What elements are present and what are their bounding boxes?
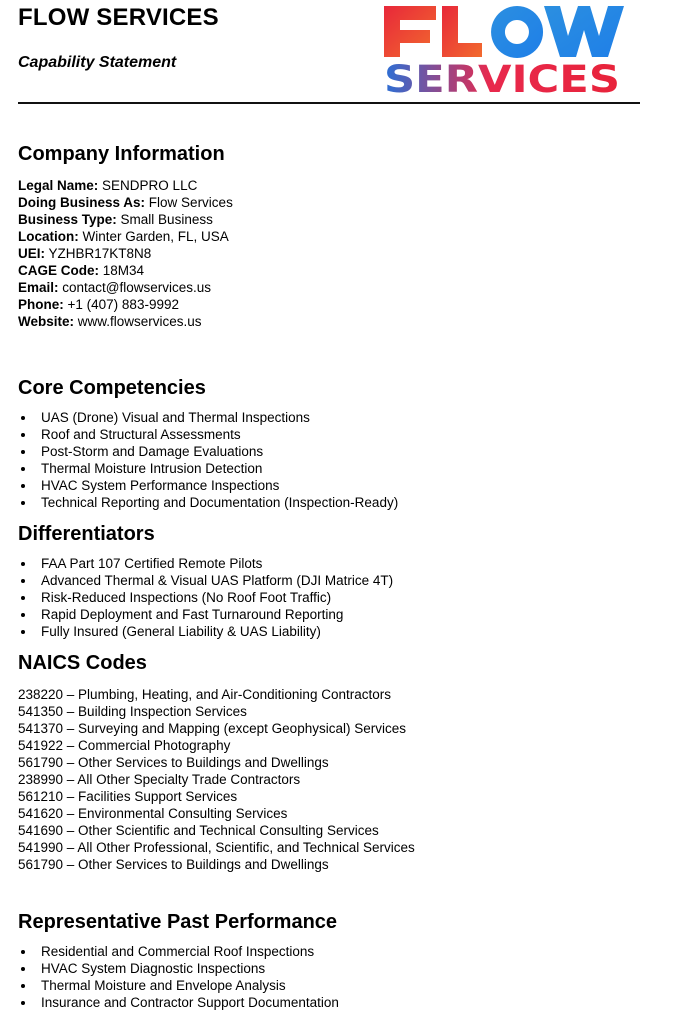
company-info-label: Business Type: xyxy=(18,212,117,227)
past-performance-item: HVAC System Diagnostic Inspections xyxy=(18,960,658,977)
naics-list xyxy=(18,686,658,873)
company-info-label: Website: xyxy=(18,314,75,329)
company-info-value: contact@flowservices.us xyxy=(62,280,212,295)
differentiators-list xyxy=(18,555,658,640)
differentiator-item: FAA Part 107 Certified Remote Pilots xyxy=(18,555,658,572)
naics-code-item: 238990 – All Other Specialty Trade Contractors xyxy=(18,772,301,787)
company-info-value: +1 (407) 883-9992 xyxy=(67,297,179,312)
company-info-label: Doing Business As: xyxy=(18,195,146,210)
company-info-row xyxy=(18,211,658,228)
competency-item: UAS (Drone) Visual and Thermal Inspections xyxy=(18,409,658,426)
differentiator-item: Risk-Reduced Inspections (No Roof Foot Traffic) xyxy=(18,589,658,606)
company-info-label: Legal Name: xyxy=(18,178,99,193)
core-competencies-heading: Core Competencies xyxy=(18,377,206,399)
company-info-row xyxy=(18,194,658,211)
past-performance-item: Thermal Moisture and Envelope Analysis xyxy=(18,977,658,994)
company-info-label: Location: xyxy=(18,229,79,244)
company-info-label: CAGE Code: xyxy=(18,263,99,278)
naics-code-item: 238220 – Plumbing, Heating, and Air-Conditioning Contractors xyxy=(18,687,391,702)
company-info-value: SENDPRO LLC xyxy=(102,178,198,193)
naics-code-item: 541620 – Environmental Consulting Services xyxy=(18,806,288,821)
naics-code-item: 541690 – Other Scientific and Technical Consulting Services xyxy=(18,823,379,838)
company-info-value: Flow Services xyxy=(148,195,233,210)
company-info-value: YZHBR17KT8N8 xyxy=(48,246,152,261)
logo-letter-w xyxy=(544,6,624,57)
naics-code-item: 561790 – Other Services to Buildings and Dwellings xyxy=(18,857,329,872)
naics-code-item: 561790 – Other Services to Buildings and Dwellings xyxy=(18,755,329,770)
company-info-value: 18M34 xyxy=(102,263,145,278)
differentiators-heading: Differentiators xyxy=(18,523,155,545)
past-performance-item: Residential and Commercial Roof Inspections xyxy=(18,943,658,960)
company-info-list xyxy=(18,177,658,330)
past-performance-list xyxy=(18,943,658,1011)
differentiator-item: Rapid Deployment and Fast Turnaround Reporting xyxy=(18,606,658,623)
naics-code-item: 541350 – Building Inspection Services xyxy=(18,704,247,719)
company-info-row xyxy=(18,296,658,313)
logo-services-text: SERVICES xyxy=(384,58,620,96)
naics-section xyxy=(18,650,658,873)
naics-code-item: 541990 – All Other Professional, Scientific, and Technical Services xyxy=(18,840,415,855)
document-header xyxy=(0,0,673,104)
differentiator-item: Fully Insured (General Liability & UAS Liability) xyxy=(18,623,658,640)
naics-code-item: 541922 – Commercial Photography xyxy=(18,738,231,753)
company-info-value: www.flowservices.us xyxy=(77,314,202,329)
company-info-row xyxy=(18,262,658,279)
company-info-row xyxy=(18,177,658,194)
company-info-row xyxy=(18,279,658,296)
flow-services-logo xyxy=(378,0,628,96)
differentiator-item: Advanced Thermal & Visual UAS Platform (DJI Matrice 4T) xyxy=(18,572,658,589)
company-info-label: Phone: xyxy=(18,297,64,312)
naics-heading: NAICS Codes xyxy=(18,652,147,674)
company-info-label: UEI: xyxy=(18,246,45,261)
company-information-heading: Company Information xyxy=(18,143,225,165)
competency-item: Technical Reporting and Documentation (Inspection-Ready) xyxy=(18,494,658,511)
competency-item: HVAC System Performance Inspections xyxy=(18,477,658,494)
document-body xyxy=(18,141,658,1011)
logo-letter-l xyxy=(442,6,482,57)
past-performance-item: Insurance and Contractor Support Documentation xyxy=(18,994,658,1011)
company-info-label: Email: xyxy=(18,280,59,295)
header-divider xyxy=(18,102,640,104)
logo-letter-f xyxy=(384,6,436,57)
company-info-row xyxy=(18,228,658,245)
logo-letter-o xyxy=(491,6,543,58)
company-information-section xyxy=(18,141,658,330)
company-info-row xyxy=(18,313,658,330)
past-performance-heading: Representative Past Performance xyxy=(18,911,338,933)
competency-item: Post-Storm and Damage Evaluations xyxy=(18,443,658,460)
past-performance-section xyxy=(18,909,658,1011)
naics-code-item: 561210 – Facilities Support Services xyxy=(18,789,238,804)
naics-code-item: 541370 – Surveying and Mapping (except Geophysical) Services xyxy=(18,721,406,736)
competency-item: Thermal Moisture Intrusion Detection xyxy=(18,460,658,477)
differentiators-section xyxy=(18,521,658,640)
company-info-value: Winter Garden, FL, USA xyxy=(82,229,229,244)
core-competencies-section xyxy=(18,375,658,511)
company-info-value: Small Business xyxy=(120,212,213,227)
core-competencies-list xyxy=(18,409,658,511)
document-title: FLOW SERVICES xyxy=(18,4,219,31)
document-subtitle: Capability Statement xyxy=(18,54,177,71)
company-info-row xyxy=(18,245,658,262)
competency-item: Roof and Structural Assessments xyxy=(18,426,658,443)
